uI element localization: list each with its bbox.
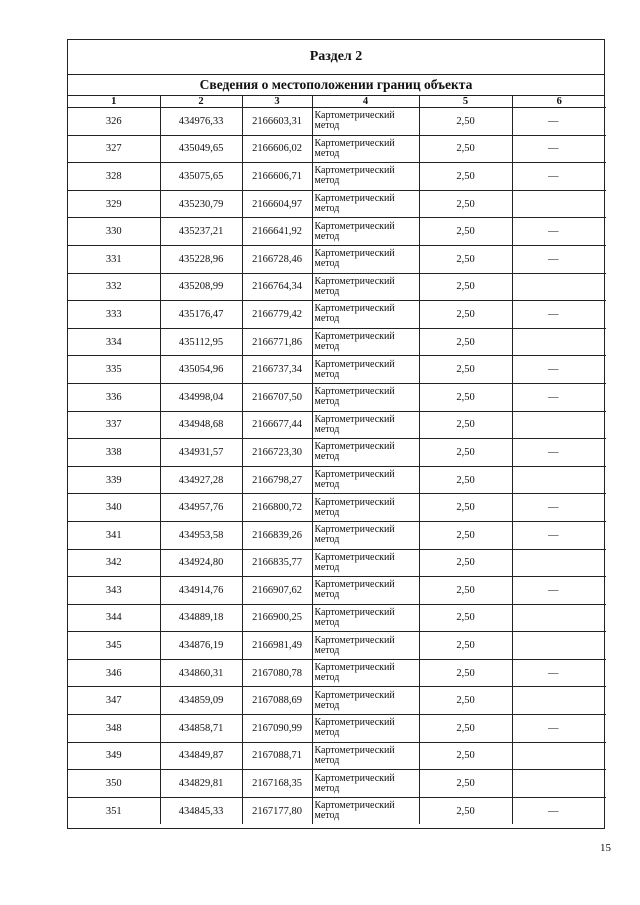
point-number-cell: 330 xyxy=(68,218,160,246)
coord-x-cell: 434845,33 xyxy=(160,797,242,824)
coord-y-cell: 2166677,44 xyxy=(242,411,312,439)
header-row xyxy=(68,96,606,108)
point-number-cell: 338 xyxy=(68,439,160,467)
note-cell xyxy=(512,659,606,687)
coord-x-cell: 435176,47 xyxy=(160,301,242,329)
accuracy-cell: 2,50 xyxy=(419,411,512,439)
method-cell: Картометрический метод xyxy=(312,356,419,384)
point-number-cell: 327 xyxy=(68,135,160,163)
coord-x-cell: 435237,21 xyxy=(160,218,242,246)
table-row xyxy=(68,328,606,356)
point-number-cell: 351 xyxy=(68,797,160,824)
method-cell: Картометрический метод xyxy=(312,301,419,329)
method-cell: Картометрический метод xyxy=(312,273,419,301)
accuracy-cell: 2,50 xyxy=(419,383,512,411)
note-text: — xyxy=(548,170,559,182)
table-row xyxy=(68,494,606,522)
coord-x-cell: 434948,68 xyxy=(160,411,242,439)
accuracy-cell: 2,50 xyxy=(419,797,512,824)
coord-y-cell: 2166835,77 xyxy=(242,549,312,577)
note-cell xyxy=(512,383,606,411)
method-cell: Картометрический метод xyxy=(312,604,419,632)
note-text: — xyxy=(548,143,559,155)
coord-y-cell: 2167168,35 xyxy=(242,770,312,798)
note-cell xyxy=(512,715,606,743)
coord-y-cell: 2166798,27 xyxy=(242,466,312,494)
point-number-cell: 340 xyxy=(68,494,160,522)
table-row xyxy=(68,604,606,632)
point-number-cell: 350 xyxy=(68,770,160,798)
accuracy-cell: 2,50 xyxy=(419,439,512,467)
table-row xyxy=(68,521,606,549)
point-number-cell: 339 xyxy=(68,466,160,494)
method-cell: Картометрический метод xyxy=(312,411,419,439)
note-cell xyxy=(512,797,606,824)
note-cell xyxy=(512,604,606,632)
coord-x-cell: 435208,99 xyxy=(160,273,242,301)
coord-x-cell: 434927,28 xyxy=(160,466,242,494)
note-cell xyxy=(512,549,606,577)
note-cell xyxy=(512,742,606,770)
point-number-cell: 342 xyxy=(68,549,160,577)
note-text: — xyxy=(548,115,559,127)
coord-y-cell: 2166723,30 xyxy=(242,439,312,467)
table-row xyxy=(68,383,606,411)
coord-x-cell: 434924,80 xyxy=(160,549,242,577)
accuracy-cell: 2,50 xyxy=(419,494,512,522)
point-number-cell: 341 xyxy=(68,521,160,549)
note-cell xyxy=(512,577,606,605)
table-row xyxy=(68,190,606,218)
accuracy-cell: 2,50 xyxy=(419,521,512,549)
coord-x-cell: 434998,04 xyxy=(160,383,242,411)
table-row xyxy=(68,301,606,329)
method-cell: Картометрический метод xyxy=(312,632,419,660)
note-text: — xyxy=(548,584,559,596)
coord-y-cell: 2166900,25 xyxy=(242,604,312,632)
coord-y-cell: 2166981,49 xyxy=(242,632,312,660)
coord-x-cell: 434931,57 xyxy=(160,439,242,467)
coord-y-cell: 2167088,71 xyxy=(242,742,312,770)
accuracy-cell: 2,50 xyxy=(419,604,512,632)
point-number-cell: 347 xyxy=(68,687,160,715)
table-row xyxy=(68,715,606,743)
coord-x-cell: 435054,96 xyxy=(160,356,242,384)
method-cell: Картометрический метод xyxy=(312,577,419,605)
note-cell xyxy=(512,521,606,549)
col-header-5: 5 xyxy=(419,96,512,108)
document-frame xyxy=(67,39,605,829)
table-row xyxy=(68,770,606,798)
note-text: — xyxy=(548,805,559,817)
table-row xyxy=(68,742,606,770)
method-cell: Картометрический метод xyxy=(312,218,419,246)
accuracy-cell: 2,50 xyxy=(419,245,512,273)
note-cell xyxy=(512,328,606,356)
note-text: — xyxy=(548,364,559,376)
accuracy-cell: 2,50 xyxy=(419,577,512,605)
table-row xyxy=(68,411,606,439)
note-text: — xyxy=(548,391,559,403)
coord-x-cell: 434859,09 xyxy=(160,687,242,715)
note-cell xyxy=(512,218,606,246)
note-cell xyxy=(512,301,606,329)
coord-x-cell: 434976,33 xyxy=(160,108,242,136)
table-row xyxy=(68,577,606,605)
accuracy-cell: 2,50 xyxy=(419,356,512,384)
note-text: — xyxy=(548,502,559,514)
point-number-cell: 329 xyxy=(68,190,160,218)
coord-y-cell: 2166707,50 xyxy=(242,383,312,411)
coord-x-cell: 435049,65 xyxy=(160,135,242,163)
method-cell: Картометрический метод xyxy=(312,466,419,494)
coord-y-cell: 2166779,42 xyxy=(242,301,312,329)
coord-x-cell: 435228,96 xyxy=(160,245,242,273)
coord-y-cell: 2166606,02 xyxy=(242,135,312,163)
coord-y-cell: 2166800,72 xyxy=(242,494,312,522)
note-text: — xyxy=(548,446,559,458)
point-number-cell: 344 xyxy=(68,604,160,632)
point-number-cell: 331 xyxy=(68,245,160,273)
table-row xyxy=(68,163,606,191)
point-number-cell: 348 xyxy=(68,715,160,743)
coord-x-cell: 434860,31 xyxy=(160,659,242,687)
method-cell: Картометрический метод xyxy=(312,797,419,824)
accuracy-cell: 2,50 xyxy=(419,218,512,246)
coord-x-cell: 434914,76 xyxy=(160,577,242,605)
method-cell: Картометрический метод xyxy=(312,659,419,687)
table-row xyxy=(68,245,606,273)
table-row xyxy=(68,632,606,660)
accuracy-cell: 2,50 xyxy=(419,742,512,770)
note-cell xyxy=(512,135,606,163)
table-row xyxy=(68,797,606,824)
point-number-cell: 334 xyxy=(68,328,160,356)
table-row xyxy=(68,549,606,577)
coord-x-cell: 434957,76 xyxy=(160,494,242,522)
coord-y-cell: 2166606,71 xyxy=(242,163,312,191)
accuracy-cell: 2,50 xyxy=(419,135,512,163)
table-row xyxy=(68,466,606,494)
coord-y-cell: 2166641,92 xyxy=(242,218,312,246)
method-cell: Картометрический метод xyxy=(312,328,419,356)
accuracy-cell: 2,50 xyxy=(419,659,512,687)
note-cell xyxy=(512,356,606,384)
page-number: 15 xyxy=(600,842,611,854)
note-cell xyxy=(512,190,606,218)
accuracy-cell: 2,50 xyxy=(419,301,512,329)
note-text: — xyxy=(548,308,559,320)
coord-x-cell: 435230,79 xyxy=(160,190,242,218)
col-header-1: 1 xyxy=(68,96,160,108)
note-cell xyxy=(512,632,606,660)
table-row xyxy=(68,218,606,246)
note-text: — xyxy=(548,253,559,265)
note-cell xyxy=(512,108,606,136)
coord-x-cell: 435112,95 xyxy=(160,328,242,356)
note-cell xyxy=(512,439,606,467)
method-cell: Картометрический метод xyxy=(312,687,419,715)
table-row xyxy=(68,135,606,163)
coord-x-cell: 434889,18 xyxy=(160,604,242,632)
coord-y-cell: 2166907,62 xyxy=(242,577,312,605)
accuracy-cell: 2,50 xyxy=(419,715,512,743)
note-cell xyxy=(512,770,606,798)
note-text: — xyxy=(548,667,559,679)
coord-y-cell: 2166728,46 xyxy=(242,245,312,273)
coord-y-cell: 2166604,97 xyxy=(242,190,312,218)
coord-x-cell: 434858,71 xyxy=(160,715,242,743)
coord-y-cell: 2166737,34 xyxy=(242,356,312,384)
method-cell: Картометрический метод xyxy=(312,245,419,273)
coord-y-cell: 2167177,80 xyxy=(242,797,312,824)
method-cell: Картометрический метод xyxy=(312,439,419,467)
coord-x-cell: 434849,87 xyxy=(160,742,242,770)
accuracy-cell: 2,50 xyxy=(419,687,512,715)
boundary-table xyxy=(68,96,606,824)
point-number-cell: 349 xyxy=(68,742,160,770)
point-number-cell: 345 xyxy=(68,632,160,660)
col-header-2: 2 xyxy=(160,96,242,108)
coord-x-cell: 434876,19 xyxy=(160,632,242,660)
accuracy-cell: 2,50 xyxy=(419,770,512,798)
coord-x-cell: 435075,65 xyxy=(160,163,242,191)
point-number-cell: 336 xyxy=(68,383,160,411)
coord-y-cell: 2167090,99 xyxy=(242,715,312,743)
col-header-3: 3 xyxy=(242,96,312,108)
col-header-4: 4 xyxy=(312,96,419,108)
note-cell xyxy=(512,163,606,191)
note-text: — xyxy=(548,529,559,541)
method-cell: Картометрический метод xyxy=(312,494,419,522)
coord-y-cell: 2167088,69 xyxy=(242,687,312,715)
accuracy-cell: 2,50 xyxy=(419,273,512,301)
table-row xyxy=(68,273,606,301)
coord-x-cell: 434953,58 xyxy=(160,521,242,549)
section-title: Раздел 2 xyxy=(68,40,604,75)
note-cell xyxy=(512,411,606,439)
point-number-cell: 333 xyxy=(68,301,160,329)
note-cell xyxy=(512,466,606,494)
table-row xyxy=(68,687,606,715)
method-cell: Картометрический метод xyxy=(312,108,419,136)
coord-y-cell: 2166771,86 xyxy=(242,328,312,356)
accuracy-cell: 2,50 xyxy=(419,466,512,494)
point-number-cell: 328 xyxy=(68,163,160,191)
note-cell xyxy=(512,273,606,301)
table-row xyxy=(68,108,606,136)
method-cell: Картометрический метод xyxy=(312,163,419,191)
coord-y-cell: 2167080,78 xyxy=(242,659,312,687)
point-number-cell: 326 xyxy=(68,108,160,136)
table-row xyxy=(68,356,606,384)
accuracy-cell: 2,50 xyxy=(419,632,512,660)
coord-y-cell: 2166764,34 xyxy=(242,273,312,301)
accuracy-cell: 2,50 xyxy=(419,163,512,191)
method-cell: Картометрический метод xyxy=(312,742,419,770)
method-cell: Картометрический метод xyxy=(312,715,419,743)
table-row xyxy=(68,439,606,467)
point-number-cell: 346 xyxy=(68,659,160,687)
method-cell: Картометрический метод xyxy=(312,521,419,549)
point-number-cell: 332 xyxy=(68,273,160,301)
method-cell: Картометрический метод xyxy=(312,190,419,218)
method-cell: Картометрический метод xyxy=(312,135,419,163)
coord-x-cell: 434829,81 xyxy=(160,770,242,798)
accuracy-cell: 2,50 xyxy=(419,328,512,356)
note-text: — xyxy=(548,722,559,734)
note-text: — xyxy=(548,226,559,238)
note-cell xyxy=(512,494,606,522)
coord-y-cell: 2166839,26 xyxy=(242,521,312,549)
col-header-6: 6 xyxy=(512,96,606,108)
method-cell: Картометрический метод xyxy=(312,383,419,411)
table-row xyxy=(68,659,606,687)
coord-y-cell: 2166603,31 xyxy=(242,108,312,136)
point-number-cell: 335 xyxy=(68,356,160,384)
method-cell: Картометрический метод xyxy=(312,549,419,577)
note-cell xyxy=(512,687,606,715)
note-cell xyxy=(512,245,606,273)
accuracy-cell: 2,50 xyxy=(419,108,512,136)
section-subtitle: Сведения о местоположении границ объекта xyxy=(68,75,604,96)
accuracy-cell: 2,50 xyxy=(419,549,512,577)
point-number-cell: 343 xyxy=(68,577,160,605)
accuracy-cell: 2,50 xyxy=(419,190,512,218)
point-number-cell: 337 xyxy=(68,411,160,439)
method-cell: Картометрический метод xyxy=(312,770,419,798)
